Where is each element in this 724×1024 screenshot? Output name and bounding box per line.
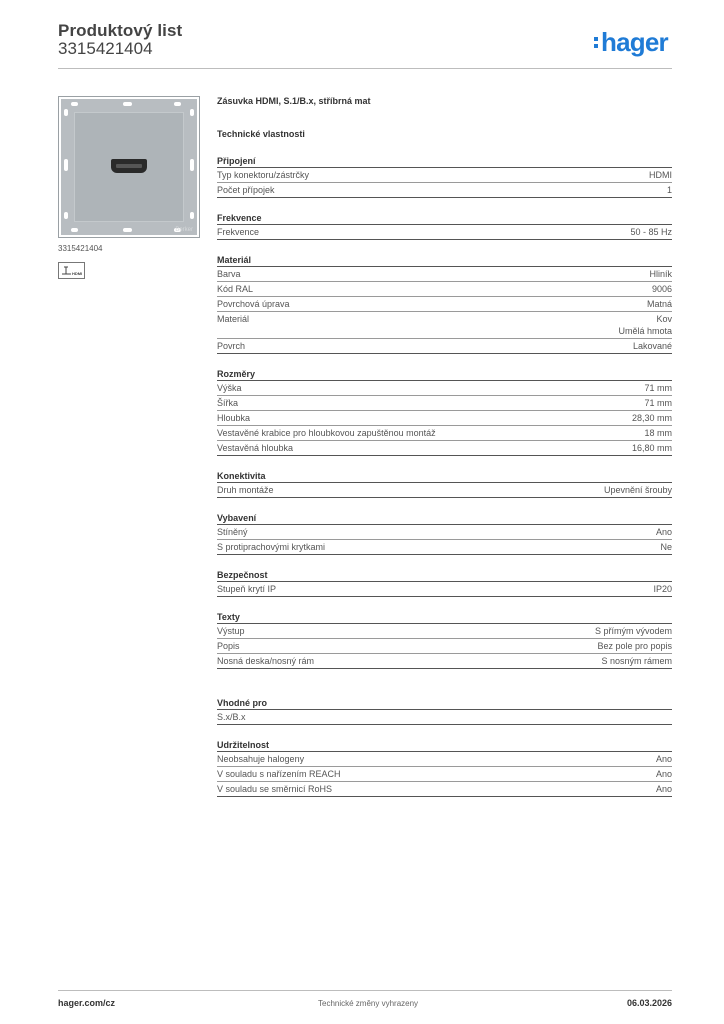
spec-row [217,426,672,441]
spec-label: Vestavěné krabice pro hloubkovou zapuštěnou montáž [217,428,436,438]
spec-label: Povrchová úprava [217,299,290,309]
section-heading: Vybavení [217,512,672,525]
spec-label: Výstup [217,626,245,636]
mounting-slot [64,109,68,116]
spec-label: Povrch [217,341,246,351]
spec-row [217,267,672,282]
spec-value: 28,30 mm [631,413,672,423]
spec-value: 9006 [651,284,672,294]
section-heading: Materiál [217,254,672,267]
spec-row [217,525,672,540]
spec-value: Lakované [632,341,672,351]
header-divider [58,68,672,69]
spec-row [217,540,672,555]
spec-row [217,654,672,669]
spec-row [217,411,672,426]
spec-row [217,396,672,411]
section-heading: Frekvence [217,212,672,225]
spec-value: Kov Umělá hmota [618,314,672,336]
footer-date: 06.03.2026 [626,998,672,1008]
mounting-slot [190,159,194,171]
spec-label: Hloubka [217,413,251,423]
spec-row [217,183,672,198]
spec-label: Stupeň krytí IP [217,584,277,594]
spec-label: Materiál [217,314,250,324]
spec-value: 18 mm [644,428,672,438]
spec-row [217,225,672,240]
brand-mark: Berker [175,227,193,233]
section-heading: Bezpečnost [217,569,672,582]
section-heading: Udržitelnost [217,739,672,752]
mounting-slot [190,212,194,219]
spec-label: V souladu s nařízením REACH [217,769,341,779]
spec-label: Výška [217,383,242,393]
spec-value: Bez pole pro popis [597,641,672,651]
spec-content [217,95,672,797]
footer-website[interactable]: hager.com/cz [58,998,116,1008]
spec-label: Druh montáže [217,485,274,495]
spec-label: Vestavěná hloubka [217,443,294,453]
hdmi-symbol-icon [58,262,85,279]
spec-label: Typ konektoru/zástrčky [217,170,310,180]
footer-disclaimer: Technické změny vyhrazeny [318,999,419,1008]
spec-value: Hliník [649,269,672,279]
spec-row [217,624,672,639]
spec-row [217,381,672,396]
product-name: Zásuvka HDMI, S.1/B.x, stříbrná mat [217,96,371,106]
spec-label: Stíněný [217,527,248,537]
mounting-slot [190,109,194,116]
section-heading: Připojení [217,155,672,168]
spec-row [217,483,672,498]
spec-label: S protiprachovými krytkami [217,542,326,552]
spec-value: S nosným rámem [601,656,672,666]
spec-label: Šířka [217,398,239,408]
section-heading: Texty [217,611,672,624]
spec-section [217,739,672,797]
spec-value: Ano [655,769,672,779]
spec-section [217,512,672,555]
spec-section [217,611,672,669]
spec-label: V souladu se směrnicí RoHS [217,784,333,794]
spec-row [217,441,672,456]
spec-label: Barva [217,269,241,279]
spec-row [217,168,672,183]
spec-value: HDMI [649,170,672,180]
logo-dots-icon [594,37,598,48]
tech-heading: Technické vlastnosti [217,129,305,139]
spec-label: Popis [217,641,240,651]
spec-value: 71 mm [644,383,672,393]
product-image [58,96,200,238]
spec-value: IP20 [653,584,672,594]
spec-row [217,282,672,297]
spec-row [217,752,672,767]
spec-label: Kód RAL [217,284,254,294]
mounting-slot [64,212,68,219]
section-heading: Vhodné pro [217,697,672,710]
mounting-slot [123,228,132,232]
mounting-slot [71,102,78,106]
section-heading: Rozměry [217,368,672,381]
hdmi-symbol-label: HDMI [72,271,83,276]
spec-value: Ne [660,542,672,552]
logo-text: hager [601,27,668,57]
spec-value: Ano [655,527,672,537]
spec-section [217,212,672,240]
spec-value: Ano [655,754,672,764]
spec-label: Neobsahuje halogeny [217,754,305,764]
spec-label: Nosná deska/nosný rám [217,656,315,666]
spec-row [217,297,672,312]
spec-value: 50 - 85 Hz [630,227,672,237]
page-title: Produktový list [58,21,183,40]
spec-section [217,368,672,456]
spec-section [217,155,672,198]
mounting-slot [71,228,78,232]
spec-section [217,470,672,498]
spec-value: 71 mm [644,398,672,408]
spec-row [217,767,672,782]
spec-row [217,639,672,654]
spec-label: Počet přípojek [217,185,275,195]
spec-value: 1 [666,185,672,195]
spec-label: S.x/B.x [217,712,246,722]
spec-value: S přímým vývodem [594,626,672,636]
product-number: 3315421404 [58,39,153,58]
spec-value: Matná [646,299,672,309]
mounting-slot [123,102,132,106]
spec-row [217,782,672,797]
image-caption: 3315421404 [58,244,103,253]
spec-label: Frekvence [217,227,260,237]
spec-value: Upevnění šrouby [603,485,672,495]
hager-logo[interactable] [594,27,668,57]
spec-section [217,254,672,354]
spec-row [217,582,672,597]
spec-row [217,710,672,725]
cover-plate [74,112,184,222]
hdmi-port-icon [111,159,147,173]
spec-section [217,569,672,597]
spec-section [217,697,672,725]
spec-row [217,312,672,339]
spec-value: 16,80 mm [631,443,672,453]
section-heading: Konektivita [217,470,672,483]
footer-divider [58,990,672,991]
frame-plate [61,99,197,235]
spec-sections [217,155,672,797]
mounting-slot [174,102,181,106]
mounting-slot [64,159,68,171]
spec-value: Ano [655,784,672,794]
spec-row [217,339,672,354]
